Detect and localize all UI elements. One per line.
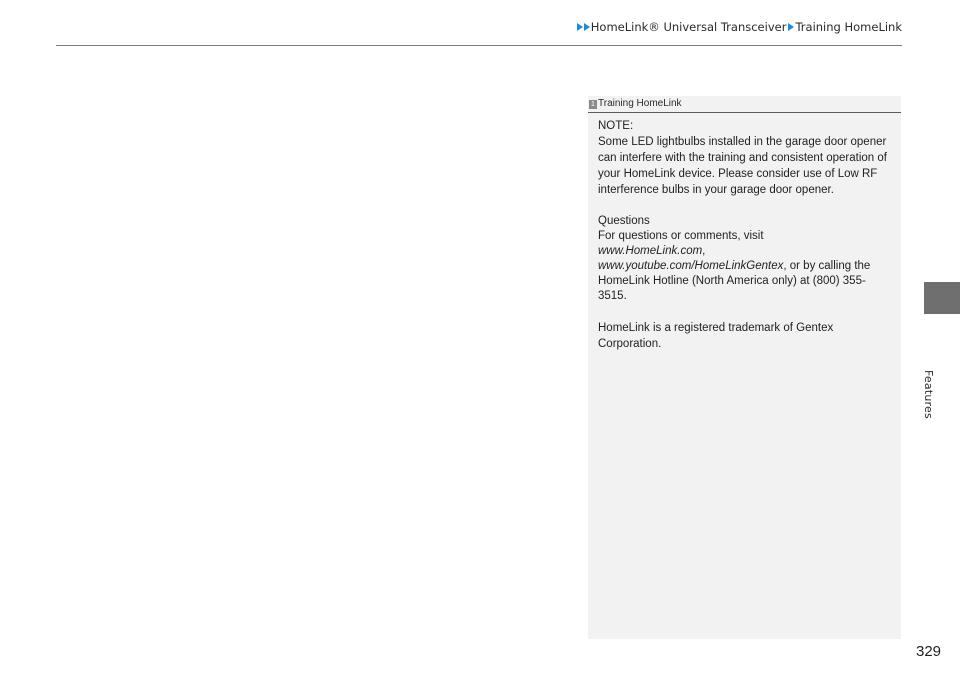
- questions-tail: , or by calling the HomeLink Hotline (North America only) at (800) 355-3515.: [598, 260, 871, 302]
- link-separator: ,: [702, 245, 706, 257]
- sidebar-note: [588, 96, 901, 639]
- note-heading: NOTE:: [598, 120, 634, 132]
- trademark-text: HomeLink is a registered trademark of Gentex Corporation.: [598, 322, 834, 350]
- reference-marker-icon: 1: [589, 100, 597, 109]
- sidebar-note-title: [588, 96, 901, 113]
- page-number: 329: [916, 643, 942, 660]
- questions-heading: Questions: [598, 215, 650, 227]
- section-tab-features[interactable]: [924, 282, 960, 314]
- sidebar-note-body: [598, 118, 894, 368]
- breadcrumb: [577, 20, 902, 34]
- header-divider: [56, 45, 902, 46]
- sidebar-note-title-text: Training HomeLink: [598, 98, 682, 109]
- breadcrumb-item-homelink-transceiver[interactable]: HomeLink® Universal Transceiver: [590, 20, 787, 34]
- breadcrumb-arrow-icon: [584, 23, 590, 31]
- youtube-channel-link[interactable]: www.youtube.com/HomeLinkGentex: [598, 260, 784, 272]
- section-label-features: Features: [922, 370, 935, 419]
- questions-intro: For questions or comments, visit: [598, 230, 764, 242]
- breadcrumb-item-training-homelink[interactable]: Training HomeLink: [795, 20, 902, 34]
- breadcrumb-arrow-icon: [577, 23, 583, 31]
- homelink-website-link[interactable]: www.HomeLink.com: [598, 245, 703, 257]
- note-text: Some LED lightbulbs installed in the garage door opener can interfere with the training and consistent operation of your HomeLink device. Please consider use of Low RF interference bulbs in your garage door opener.: [598, 136, 887, 196]
- breadcrumb-arrow-icon: [788, 23, 794, 31]
